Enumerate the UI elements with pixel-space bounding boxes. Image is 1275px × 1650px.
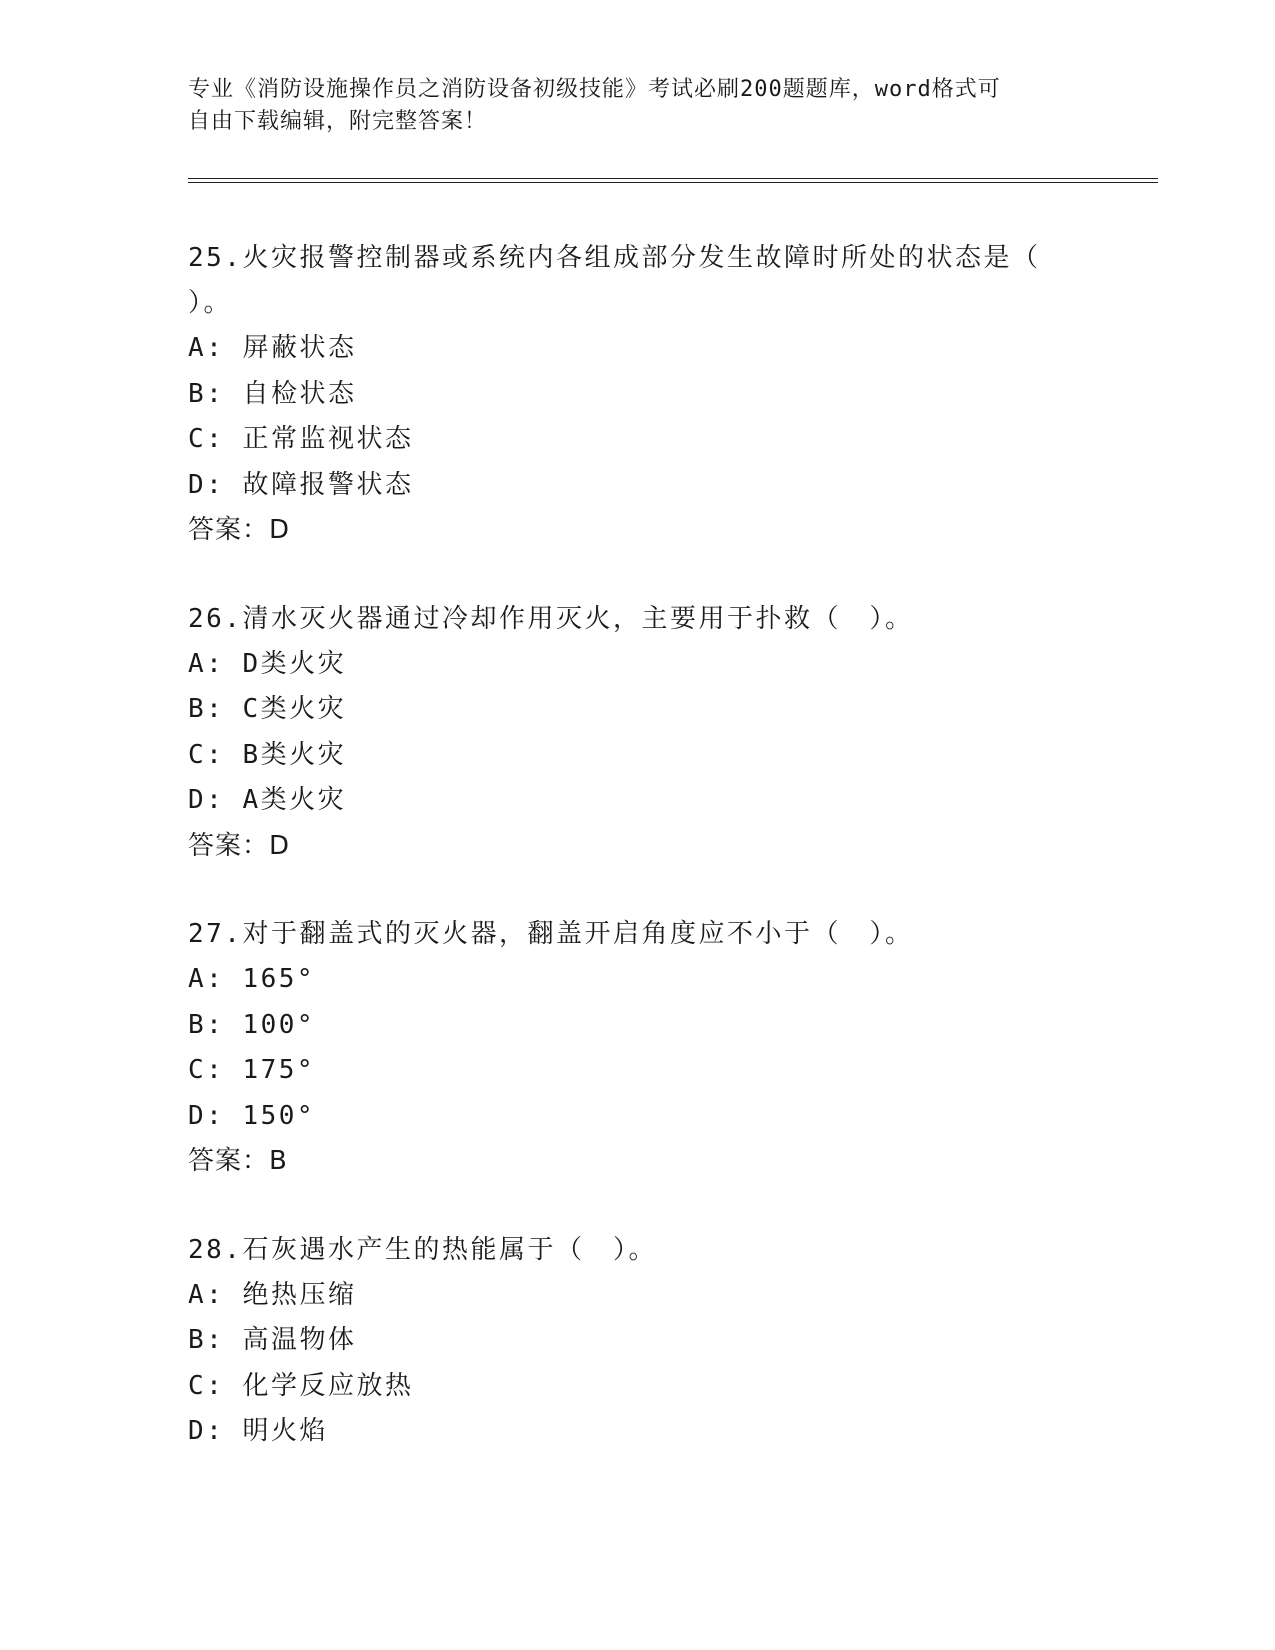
- option-a: A: 屏蔽状态: [188, 333, 357, 363]
- question-stem: 26.清水灭火器通过冷却作用灭火，主要用于扑救（ ）。: [188, 603, 914, 634]
- answer: 答案：B: [188, 1146, 288, 1176]
- question-25: [188, 236, 1088, 554]
- option-d: D: A类火灾: [188, 785, 347, 815]
- question-stem: 27.对于翻盖式的灭火器，翻盖开启角度应不小于（ ）。: [188, 919, 914, 949]
- option-b: B: 100°: [188, 1009, 316, 1040]
- option-a: A: D类火灾: [188, 648, 347, 679]
- document-header: [188, 74, 1088, 138]
- option-b: B: C类火灾: [188, 694, 347, 724]
- option-a: A: 165°: [188, 964, 316, 994]
- question-26: [188, 597, 1088, 870]
- option-c: C: 175°: [188, 1055, 316, 1085]
- answer: 答案：D: [188, 830, 291, 861]
- option-b: B: 自检状态: [188, 378, 357, 409]
- option-c: C: 化学反应放热: [188, 1370, 414, 1401]
- header-line-2: 自由下载编辑，附完整答案！: [188, 109, 488, 134]
- question-28: [188, 1228, 1088, 1455]
- option-d: D: 故障报警状态: [188, 469, 414, 500]
- question-stem-continued: ）。: [188, 288, 233, 318]
- question-list: [188, 236, 1088, 1498]
- question-stem: 28.石灰遇水产生的热能属于（ ）。: [188, 1234, 657, 1265]
- option-c: C: B类火灾: [188, 739, 347, 770]
- header-line-1: 专业《消防设施操作员之消防设备初级技能》考试必刷200题题库，word格式可: [188, 77, 1001, 102]
- option-a: A: 绝热压缩: [188, 1279, 357, 1310]
- question-27: [188, 912, 1088, 1185]
- option-d: D: 明火焰: [188, 1416, 328, 1446]
- option-b: B: 高温物体: [188, 1325, 357, 1355]
- header-divider: [188, 178, 1158, 183]
- option-d: D: 150°: [188, 1100, 316, 1131]
- answer: 答案：D: [188, 515, 291, 545]
- question-stem: 25.火灾报警控制器或系统内各组成部分发生故障时所处的状态是（: [188, 243, 1041, 273]
- option-c: C: 正常监视状态: [188, 424, 414, 454]
